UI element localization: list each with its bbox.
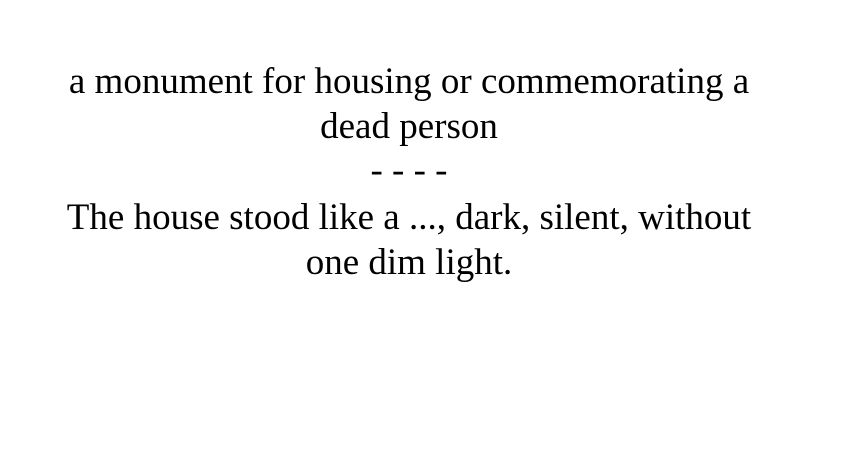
separator: - - - - <box>370 150 448 191</box>
definition-text: a monument for housing or commemorating a dead person <box>68 61 750 147</box>
example-sentence: The house stood like a ..., dark, silent, without one dim light. <box>66 197 752 283</box>
